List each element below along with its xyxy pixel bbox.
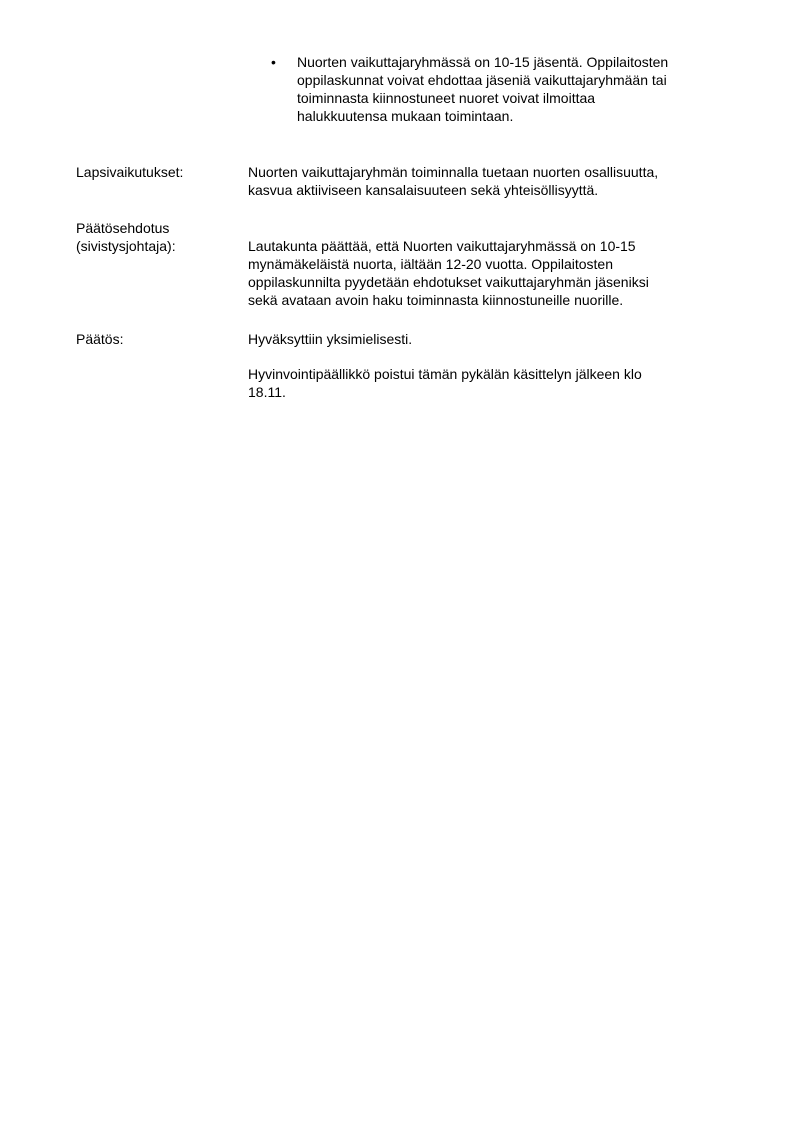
paatos-note	[248, 365, 718, 401]
text-line: Nuorten vaikuttajaryhmän toiminnalla tuetaan nuorten osallisuutta,	[248, 164, 659, 180]
bullet-item	[271, 53, 726, 125]
text-line: sekä avataan avoin haku toiminnasta kiinnostuneille nuorille.	[248, 292, 624, 308]
bullet-icon: •	[271, 54, 276, 70]
bullet-line: oppilaskunnat voivat ehdottaa jäseniä vaikuttajaryhmään tai	[297, 72, 667, 88]
paatos-decision: Hyväksyttiin yksimielisesti.	[248, 331, 413, 347]
bullet-line: toiminnasta kiinnostuneet nuoret voivat ilmoittaa	[297, 90, 596, 106]
bullet-text	[297, 53, 726, 125]
paatosehdotus-text	[248, 237, 718, 309]
paatos-label: Päätös:	[76, 331, 124, 347]
bullet-line: halukkuutensa mukaan toimintaan.	[297, 108, 514, 124]
bullet-line: Nuorten vaikuttajaryhmässä on 10-15 jäsentä. Oppilaitosten	[297, 54, 669, 70]
text-line: Lautakunta päättää, että Nuorten vaikuttajaryhmässä on 10-15	[248, 238, 636, 254]
text-line: oppilaskunnilta pyydetään ehdotukset vaikuttajaryhmän jäseniksi	[248, 274, 649, 290]
lapsivaikutukset-label: Lapsivaikutukset:	[76, 164, 184, 180]
text-line: 18.11.	[248, 384, 286, 400]
paatosehdotus-label	[76, 219, 246, 255]
text-line: Hyvinvointipäällikkö poistui tämän pykälän käsittelyn jälkeen klo	[248, 366, 642, 382]
paatosehdotus-label-line1: Päätösehdotus	[76, 220, 170, 236]
paatosehdotus-label-line2: (sivistysjohtaja):	[76, 238, 176, 254]
text-line: mynämäkeläistä nuorta, iältään 12-20 vuotta. Oppilaitosten	[248, 256, 613, 272]
text-line: kasvua aktiiviseen kansalaisuuteen sekä yhteisöllisyyttä.	[248, 182, 599, 198]
paatos-text	[248, 330, 718, 348]
lapsivaikutukset-text	[248, 163, 718, 199]
